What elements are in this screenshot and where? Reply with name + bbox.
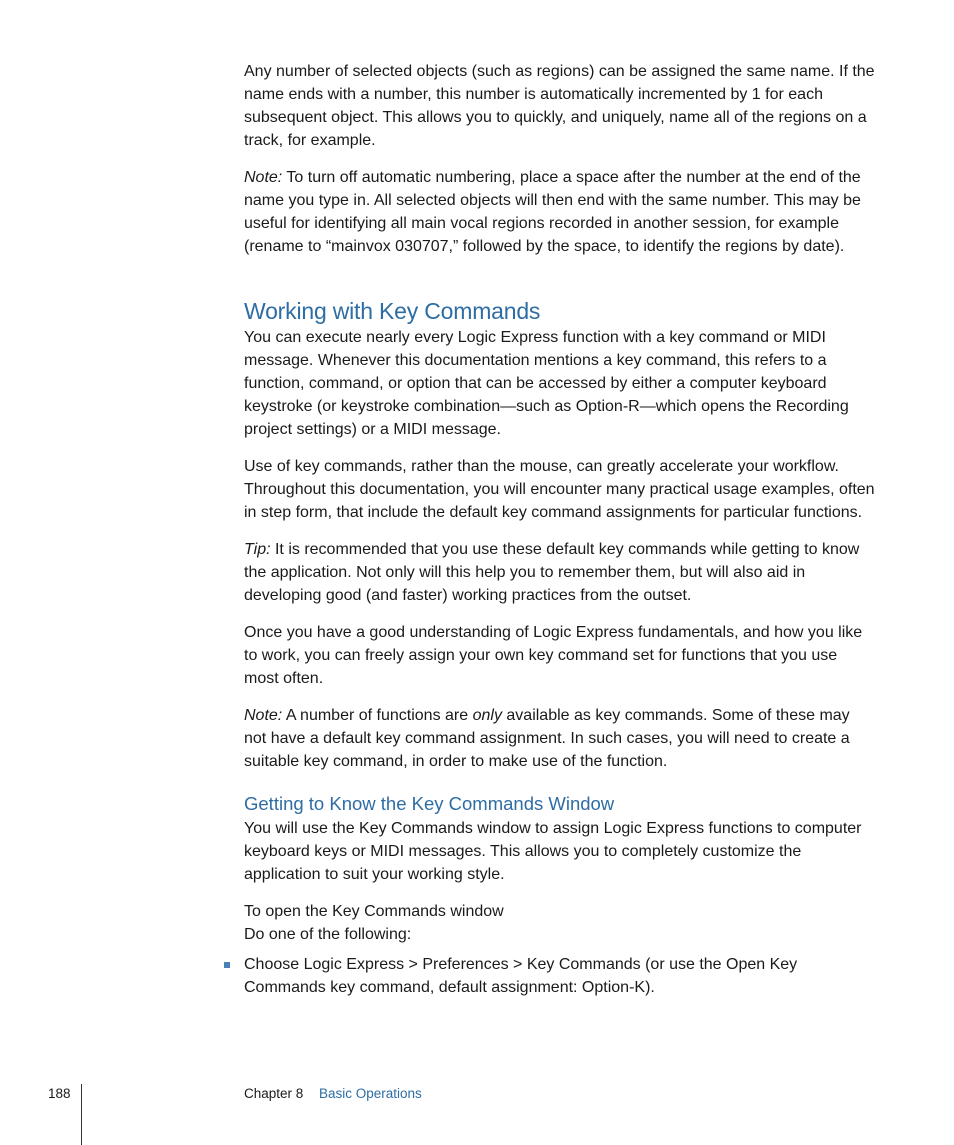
note-label: Note: xyxy=(244,707,283,724)
intro-paragraph: Any number of selected objects (such as regions) can be assigned the same name. If the name ends with a number, this number is automatically incremented by 1 for each subsequent object. This allows you to quickly, and uniquely, name all of the regions on a track, for example. xyxy=(244,63,875,149)
chapter-title: Basic Operations xyxy=(319,1086,422,1101)
page-number: 188 xyxy=(48,1086,71,1101)
task-title: To open the Key Commands window xyxy=(244,903,504,920)
section-paragraph-1: You can execute nearly every Logic Express function with a key command or MIDI message. Whenever this documentation mentions a key command, this refers to a function, command, or option that can be accessed by either a computer keyboard keystroke (or keystroke combination—such as Option-R—which opens the Recording project settings) or a MIDI message. xyxy=(244,329,849,438)
note-text-after: available as key commands. Some of these may not have a default key command assignment. In such cases, you will need to create a suitable key command, in order to make use of the function. xyxy=(244,707,850,770)
tip-label: Tip: xyxy=(244,541,271,558)
chapter-label: Chapter 8 xyxy=(244,1086,304,1101)
note-emphasis: only xyxy=(472,707,502,724)
subsection-heading: Getting to Know the Key Commands Window xyxy=(244,793,615,814)
page-content xyxy=(244,60,876,999)
section-paragraph-3: Once you have a good understanding of Logic Express fundamentals, and how you like to work, you can freely assign your own key command set for functions that you use most often. xyxy=(244,624,863,687)
list-item xyxy=(244,953,876,999)
tip-paragraph xyxy=(244,538,876,607)
task-intro: Do one of the following: xyxy=(244,926,412,943)
subsection-paragraph: You will use the Key Commands window to assign Logic Express functions to computer keyboard keys or MIDI messages. This allows you to completely customize the application to suit your working style. xyxy=(244,820,862,883)
footer-divider xyxy=(81,1084,82,1145)
note-label: Note: xyxy=(244,169,283,186)
section-paragraph-2: Use of key commands, rather than the mouse, can greatly accelerate your workflow. Throughout this documentation, you will encounter many practical usage examples, often in step form, that include the default key command assignments for particular functions. xyxy=(244,458,875,521)
square-bullet-icon xyxy=(224,962,230,968)
section-note xyxy=(244,704,876,773)
tip-text: It is recommended that you use these default key commands while getting to know the application. Not only will this help you to remember them, but will also aid in developing good (and faster) working practices from the outset. xyxy=(244,541,860,604)
intro-note xyxy=(244,166,876,258)
note-text-before: A number of functions are xyxy=(282,707,473,724)
note-text: To turn off automatic numbering, place a space after the number at the end of the name you type in. All selected objects will then end with the same number. This may be useful for identifying all main vocal regions recorded in another session, for example (rename to “mainvox 030707,” followed by the space, to identify the regions by date). xyxy=(244,169,861,255)
list-item-text: Choose Logic Express > Preferences > Key Commands (or use the Open Key Commands key command, default assignment: Option-K). xyxy=(244,956,798,996)
section-heading: Working with Key Commands xyxy=(244,298,541,324)
